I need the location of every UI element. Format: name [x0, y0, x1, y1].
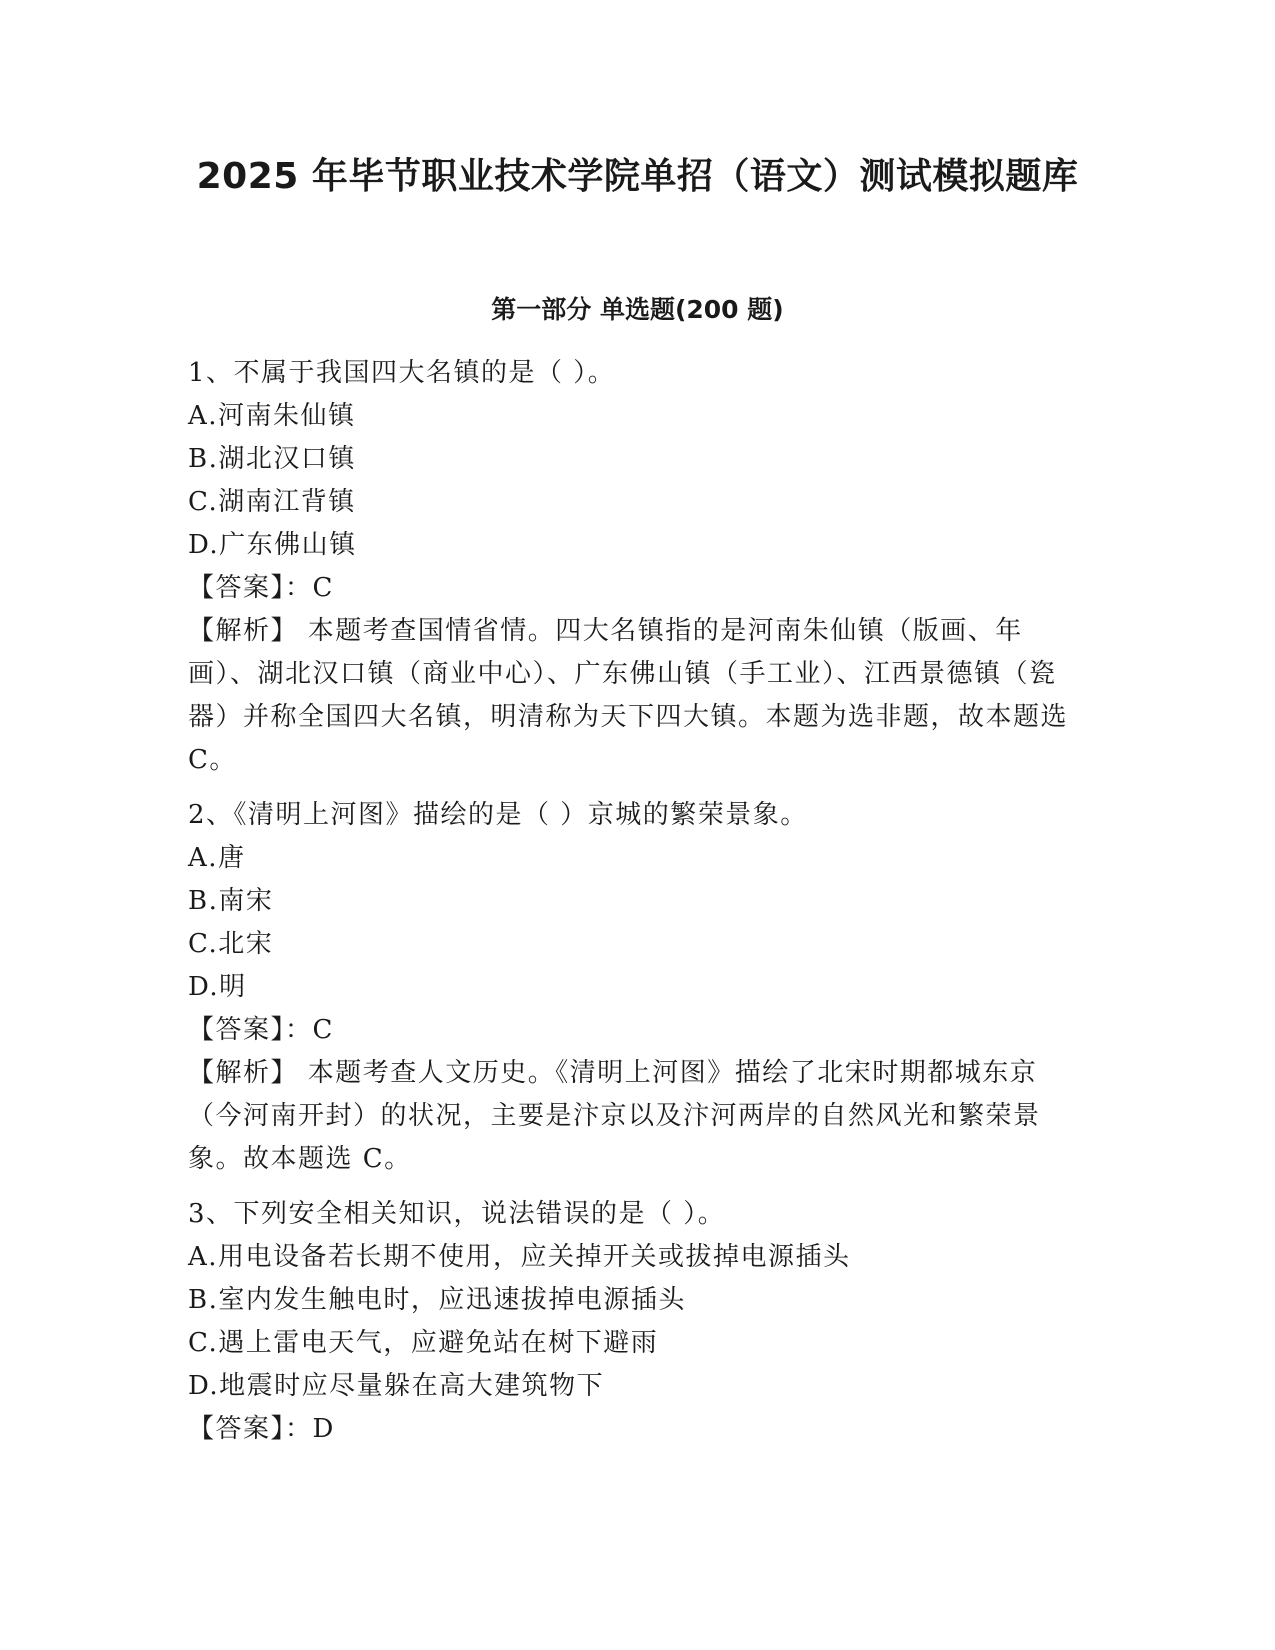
section-title: 第一部分 单选题(200 题): [491, 295, 784, 324]
question-stem: 3、下列安全相关知识，说法错误的是（ ）。: [188, 1199, 726, 1229]
document-title: 2025 年毕节职业技术学院单招（语文）测试模拟题库: [196, 156, 1079, 197]
option-b: B.室内发生触电时，应迅速拔掉电源插头: [188, 1285, 686, 1315]
question-list: [188, 352, 1068, 1451]
option-c: C.湖南江背镇: [188, 487, 356, 517]
question-3: [188, 1193, 1068, 1451]
question-stem: 2、《清明上河图》描绘的是（ ）京城的繁荣景象。: [188, 800, 808, 830]
analysis: 【解析】 本题考查人文历史。《清明上河图》描绘了北宋时期都城东京（今河南开封）的状况，主要是汴京以及汴河两岸的自然风光和繁荣景象。故本题选 C。: [188, 1058, 1041, 1174]
answer: 【答案】：D: [188, 1414, 335, 1444]
analysis: 【解析】 本题考查国情省情。四大名镇指的是河南朱仙镇（版画、年画）、湖北汉口镇（商业中心）、广东佛山镇（手工业）、江西景德镇（瓷器）并称全国四大名镇，明清称为天下四大镇。本题为选非题，故本题选 C。: [188, 616, 1069, 775]
option-a: A.河南朱仙镇: [188, 401, 356, 431]
answer: 【答案】：C: [188, 1015, 334, 1045]
option-b: B.湖北汉口镇: [188, 444, 356, 474]
question-1: [188, 352, 1068, 782]
option-c: C.北宋: [188, 929, 274, 959]
option-d: D.明: [188, 972, 247, 1002]
option-b: B.南宋: [188, 886, 274, 916]
option-a: A.用电设备若长期不使用，应关掉开关或拔掉电源插头: [188, 1242, 851, 1272]
option-d: D.广东佛山镇: [188, 530, 357, 560]
option-d: D.地震时应尽量躲在高大建筑物下: [188, 1371, 605, 1401]
answer: 【答案】：C: [188, 573, 334, 603]
option-a: A.唐: [188, 843, 246, 873]
question-stem: 1、不属于我国四大名镇的是（ ）。: [188, 358, 616, 388]
option-c: C.遇上雷电天气，应避免站在树下避雨: [188, 1328, 659, 1358]
question-2: [188, 794, 1068, 1181]
